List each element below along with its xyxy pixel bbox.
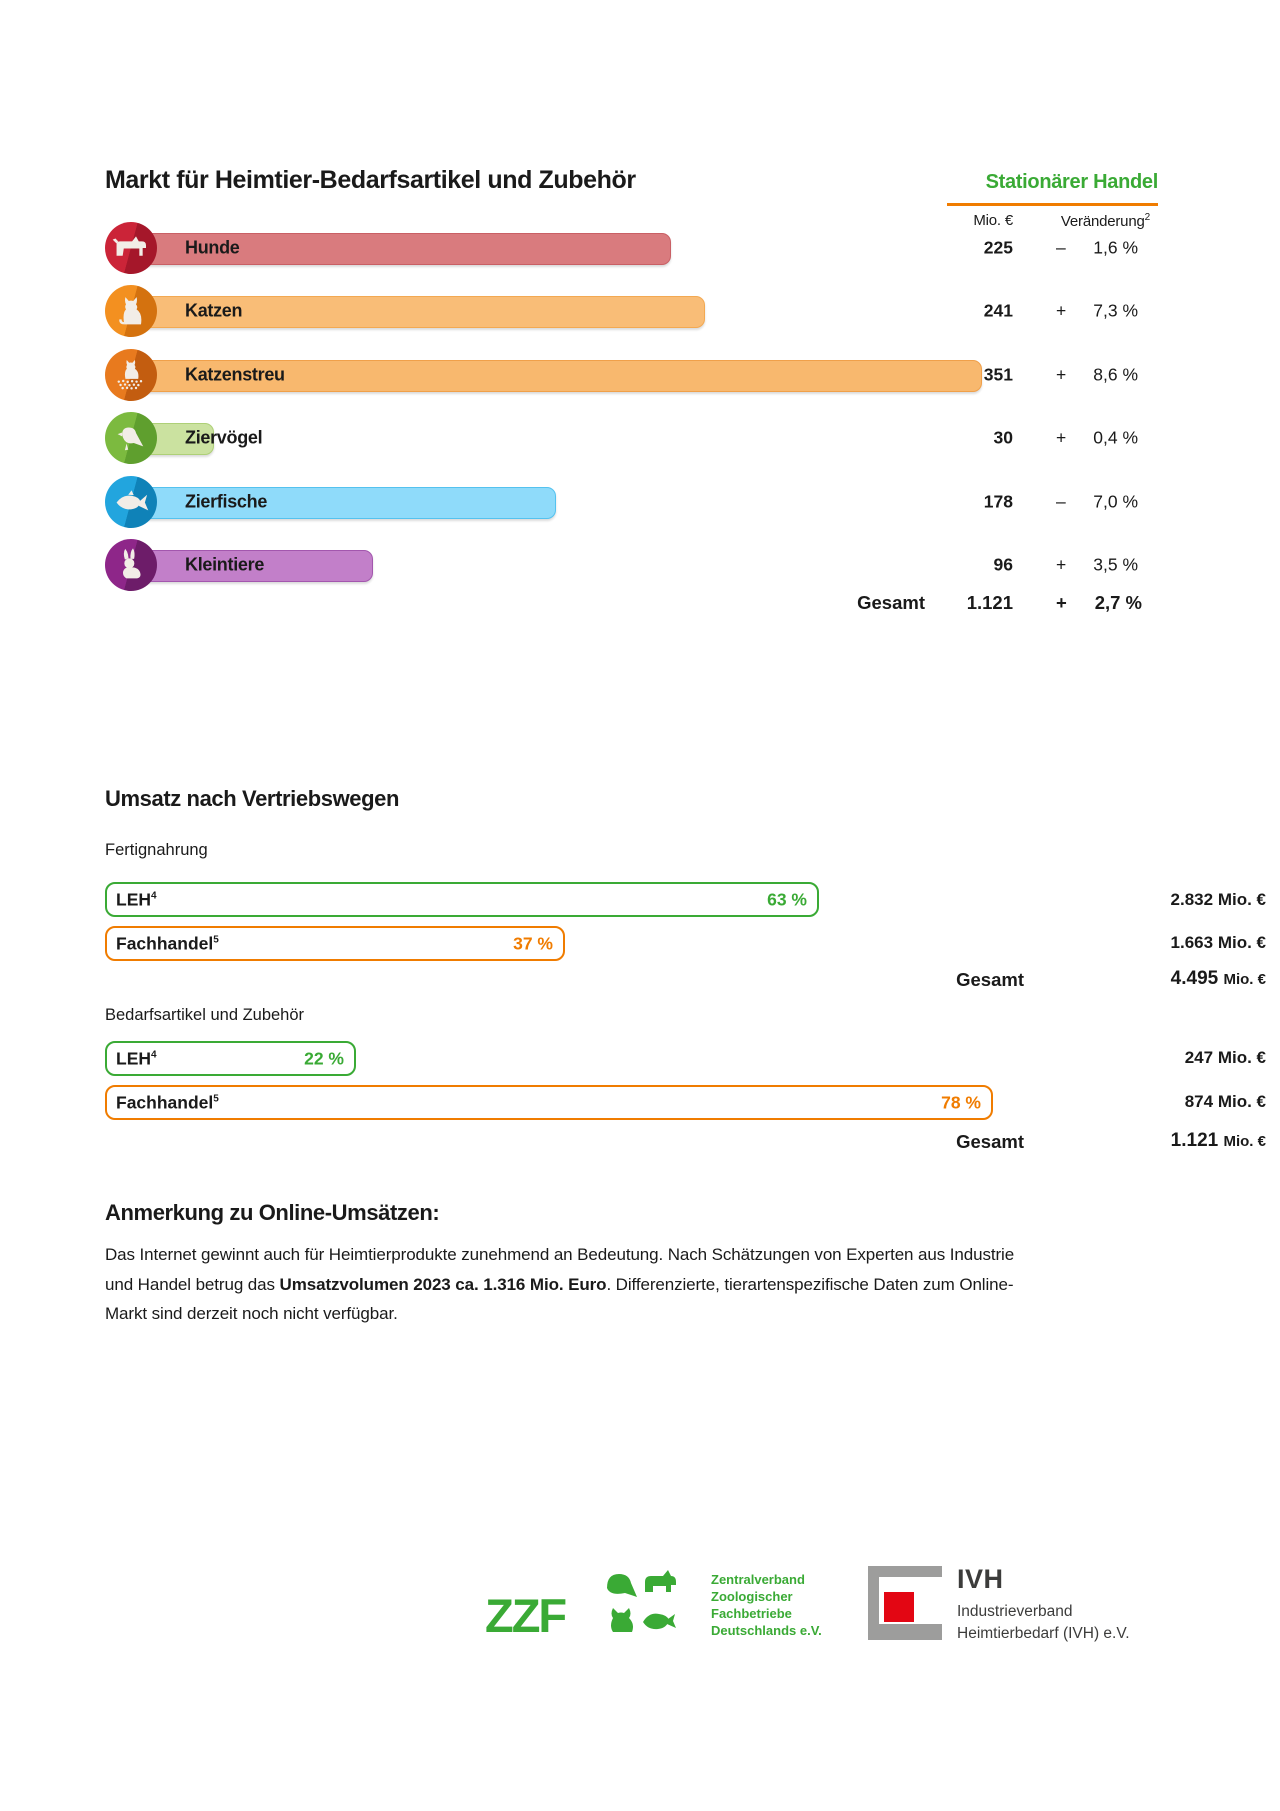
leh-percent: 63 %: [767, 889, 807, 909]
market-row-zierfische: [105, 476, 1175, 528]
fachhandel-value-bedarfsartikel: 874 Mio. €: [1184, 1092, 1266, 1111]
bar-label: Katzenstreu: [185, 364, 285, 385]
leh-value-bedarfsartikel: 247 Mio. €: [1184, 1048, 1266, 1067]
bird-icon: [105, 412, 157, 464]
market-row-hunde: [105, 222, 1175, 274]
market-row-katzenstreu: [105, 349, 1175, 401]
fish-icon: [105, 476, 157, 528]
ivh-wordmark: IVH: [957, 1564, 1004, 1594]
footnote-marker: 4: [151, 890, 157, 902]
section-heading-vertriebswege: Umsatz nach Vertriebswegen: [105, 786, 400, 811]
dog-icon: [105, 222, 157, 274]
footnote-marker: 5: [213, 934, 219, 946]
bar-label: Katzen: [185, 300, 243, 321]
leh-label: LEH$^4$: [116, 889, 157, 909]
change-value: 8,6 %: [1093, 364, 1138, 385]
note-paragraph: Das Internet gewinnt auch für Heimtierprodukte zunehmend an Bedeutung. Nach Schätzungen von Experten aus Industrie und Handel betrug das Umsatzvolumen 2023 ca. 1.316 Mio. Euro. Differenzierte, tierartenspezifische Daten zum Online-Markt sind derzeit noch nicht verfügbar.: [105, 1245, 1015, 1323]
fachhandel-label: Fachhandel$^5$: [116, 933, 219, 953]
orange-divider: [947, 203, 1158, 206]
total-value: 1.121: [966, 592, 1013, 613]
rabbit-icon: [105, 539, 157, 591]
bar-label: Zierfische: [185, 491, 268, 512]
fachhandel-percent: 78 %: [941, 1092, 981, 1112]
change-value: 0,4 %: [1093, 427, 1138, 448]
total-value-bedarfsartikel: 1.121 Mio. €: [1170, 1130, 1266, 1151]
change-sign: +: [1056, 364, 1067, 385]
ivh-logo: [868, 1566, 942, 1640]
fachhandel-label: Fachhandel$^5$: [116, 1092, 219, 1112]
total-label-fertignahrung: Gesamt: [956, 969, 1024, 990]
value-mio: 225: [983, 237, 1013, 258]
footnote-marker: 2: [1144, 212, 1150, 223]
leh-value-fertignahrung: 2.832 Mio. €: [1170, 890, 1266, 909]
total-label: Gesamt: [857, 592, 925, 613]
change-sign: +: [1056, 300, 1067, 321]
change-value: 7,3 %: [1093, 300, 1138, 321]
total-change-value: 2,7 %: [1094, 592, 1142, 613]
cat-litter-icon: [105, 349, 157, 401]
leh-bar-bedarfsartikel: [105, 1041, 356, 1076]
change-sign: +: [1056, 554, 1067, 575]
change-sign: +: [1056, 427, 1067, 448]
market-row-katzen: [105, 285, 1175, 337]
bar-label: Kleintiere: [185, 554, 265, 575]
column-header-mio: Mio. €: [973, 212, 1013, 229]
page-title: Markt für Heimtier-Bedarfsartikel und Zubehör: [105, 166, 636, 194]
fachhandel-bar-fertignahrung: [105, 926, 565, 961]
value-mio: 30: [993, 427, 1013, 448]
zzf-wordmark: ZZF: [485, 1589, 566, 1642]
bar-label: Hunde: [185, 237, 240, 258]
footnote-marker: 5: [213, 1093, 219, 1105]
subsection-fertignahrung: Fertignahrung: [105, 841, 208, 859]
column-header-change: Veränderung$^2$: [1060, 212, 1150, 230]
zzf-animals-logo: [601, 1564, 679, 1642]
note-heading: Anmerkung zu Online-Umsätzen:: [105, 1200, 440, 1225]
market-row-kleintiere: [105, 539, 1175, 591]
fachhandel-bar-bedarfsartikel: [105, 1085, 993, 1120]
fachhandel-value-fertignahrung: 1.663 Mio. €: [1170, 933, 1266, 952]
value-mio: 351: [983, 364, 1013, 385]
ivh-org-name: Industrieverband Heimtierbedarf (IVH) e.V.: [957, 1603, 1130, 1642]
change-sign: –: [1056, 491, 1066, 512]
note-bold-figure: Umsatzvolumen 2023 ca. 1.316 Mio. Euro: [279, 1274, 607, 1294]
leh-bar-fertignahrung: [105, 882, 819, 917]
fachhandel-percent: 37 %: [513, 933, 553, 953]
cat-icon: [105, 285, 157, 337]
bar-label: Ziervögel: [185, 427, 263, 448]
value-mio: 241: [983, 300, 1013, 321]
change-sign: –: [1056, 237, 1066, 258]
change-value: 1,6 %: [1093, 237, 1138, 258]
zzf-org-name: Zentralverband Zoologischer Fachbetriebe Deutschlands e.V.: [711, 1572, 822, 1638]
total-value-fertignahrung: 4.495 Mio. €: [1170, 968, 1266, 989]
footnote-marker: 4: [151, 1049, 157, 1061]
channel-header: Stationärer Handel: [985, 171, 1158, 193]
value-mio: 178: [983, 491, 1013, 512]
subsection-bedarfsartikel: Bedarfsartikel und Zubehör: [105, 1006, 305, 1024]
market-total-row: [105, 588, 1175, 618]
ivh-text-block: [957, 1564, 1130, 1645]
value-mio: 96: [993, 554, 1013, 575]
market-row-ziervoegel: [105, 412, 1175, 464]
leh-percent: 22 %: [304, 1048, 344, 1068]
total-change-sign: +: [1056, 592, 1067, 613]
leh-label: LEH$^4$: [116, 1048, 157, 1068]
change-value: 7,0 %: [1093, 491, 1138, 512]
total-label-bedarfsartikel: Gesamt: [956, 1131, 1024, 1152]
change-value: 3,5 %: [1093, 554, 1138, 575]
